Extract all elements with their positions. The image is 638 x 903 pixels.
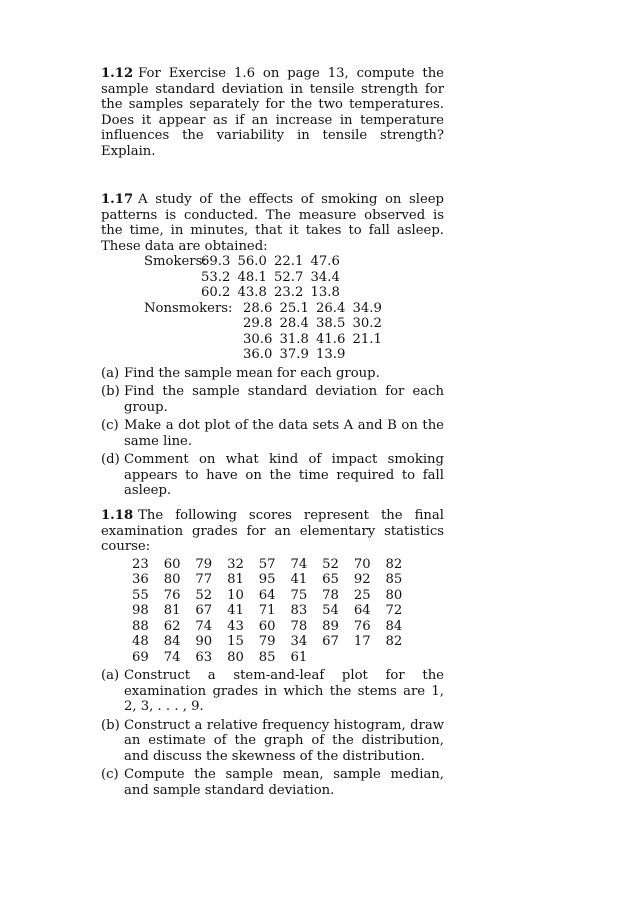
data-value: 41	[290, 572, 308, 587]
data-value: 82	[385, 634, 403, 649]
part-text: Construct a stem-and-leaf plot for the examination grades in which the stems are 1, 2, 3, . . . , 9.	[124, 668, 444, 714]
exercise-part	[101, 418, 444, 449]
data-value: 80	[163, 572, 181, 587]
data-value: 77	[195, 572, 213, 587]
data-value: 36.0	[243, 347, 273, 362]
part-text: Find the sample standard deviation for each group.	[124, 384, 444, 415]
data-value: 84	[163, 634, 181, 649]
data-value: 95	[258, 572, 276, 587]
exercise-1-12	[101, 66, 444, 159]
data-value: 83	[290, 603, 308, 618]
data-value: 80	[385, 587, 403, 603]
data-value: 36	[132, 572, 149, 587]
data-value: 60	[163, 556, 181, 572]
data-value: 29.8	[243, 316, 273, 331]
data-value: 74	[163, 649, 181, 665]
data-value: 48	[132, 634, 149, 649]
data-value: 53.2	[201, 269, 231, 285]
data-value: 22.1	[274, 254, 304, 269]
part-text: Make a dot plot of the data sets A and B on the same line.	[124, 418, 444, 449]
part-label: (a)	[101, 668, 120, 683]
nonsmokers-data	[243, 301, 389, 363]
data-value: 57	[258, 556, 276, 572]
data-value: 43.8	[237, 285, 267, 300]
exercise-part	[101, 384, 444, 415]
data-value: 81	[163, 603, 181, 618]
data-value: 75	[290, 587, 308, 603]
data-value: 84	[385, 618, 403, 634]
exercise-part	[101, 718, 444, 765]
exercise-1-18	[101, 508, 444, 801]
exercise-part	[101, 668, 444, 715]
exercise-number: 1.12	[101, 66, 134, 81]
data-value: 52.7	[274, 269, 304, 285]
exercise-number: 1.18	[101, 508, 134, 523]
data-value: 30.2	[352, 316, 382, 331]
data-value: 67	[195, 603, 213, 618]
data-value: 30.6	[243, 331, 273, 347]
data-value: 61	[290, 649, 308, 665]
data-value: 89	[322, 618, 339, 634]
part-text: Comment on what kind of impact smoking appears to have on the time required to fall asleep.	[124, 452, 444, 498]
data-value: 85	[258, 649, 276, 665]
data-value: 78	[322, 587, 339, 603]
data-value: 69	[132, 649, 149, 665]
part-text: Find the sample mean for each group.	[124, 365, 380, 381]
data-value: 54	[322, 603, 339, 618]
exercise-part	[101, 366, 444, 382]
part-label: (a)	[101, 365, 120, 381]
data-value: 60.2	[201, 285, 231, 300]
data-value: 60	[258, 618, 276, 634]
data-value: 65	[322, 572, 339, 587]
part-label: (b)	[101, 384, 120, 399]
data-value: 38.5	[316, 316, 346, 331]
data-value: 79	[258, 634, 276, 649]
data-value: 64	[353, 603, 371, 618]
data-value: 69.3	[201, 254, 231, 269]
data-value: 70	[353, 556, 371, 572]
smokers-data	[201, 254, 347, 301]
data-value: 79	[195, 556, 213, 572]
data-value: 48.1	[237, 269, 267, 285]
exercise-part	[101, 452, 444, 499]
data-value: 10	[227, 587, 244, 603]
data-value: 90	[195, 634, 213, 649]
nonsmokers-group	[101, 301, 444, 363]
data-value: 52	[195, 587, 213, 603]
data-value: 85	[385, 572, 403, 587]
data-value: 55	[132, 587, 149, 603]
data-value: 31.8	[279, 331, 309, 347]
data-value: 80	[227, 649, 244, 665]
data-value: 78	[290, 618, 308, 634]
data-value: 71	[258, 603, 276, 618]
part-text: Compute the sample mean, sample median, and sample standard deviation.	[124, 767, 444, 798]
data-value: 63	[195, 649, 213, 665]
exercise-body: A study of the effects of smoking on sleep patterns is conducted. The measure observed is the time, in minutes, that it takes to fall asleep. These data are obtained:	[101, 192, 444, 254]
data-value: 56.0	[237, 254, 267, 269]
data-value: 98	[132, 603, 149, 618]
data-value: 81	[227, 572, 244, 587]
data-value: 88	[132, 618, 149, 634]
nonsmokers-label: Nonsmokers:	[144, 300, 233, 316]
data-value: 17	[353, 634, 371, 649]
data-value: 37.9	[279, 347, 309, 362]
data-value: 23.2	[274, 285, 304, 300]
part-label: (d)	[101, 452, 120, 467]
exercise-1-17-parts	[101, 366, 444, 499]
data-value: 28.4	[279, 316, 309, 331]
data-value: 72	[385, 603, 403, 618]
data-value: 76	[163, 587, 181, 603]
part-label: (c)	[101, 418, 119, 433]
data-value: 15	[227, 634, 244, 649]
data-value: 25	[353, 587, 371, 603]
data-value: 41.6	[316, 331, 346, 347]
data-value: 23	[132, 556, 149, 572]
data-value: 34.9	[352, 300, 382, 316]
data-value: 26.4	[316, 300, 346, 316]
exercise-1-18-text	[101, 508, 444, 555]
smokers-label: Smokers:	[144, 254, 207, 269]
data-value: 41	[227, 603, 244, 618]
data-value: 13.9	[316, 347, 346, 362]
data-value: 67	[322, 634, 339, 649]
data-value: 52	[322, 556, 339, 572]
data-value: 74	[195, 618, 213, 634]
data-value: 92	[353, 572, 371, 587]
data-value: 43	[227, 618, 244, 634]
exercise-1-18-parts	[101, 668, 444, 798]
data-value: 28.6	[243, 300, 273, 316]
smokers-group	[101, 254, 444, 301]
data-value: 34.4	[310, 269, 340, 285]
data-value: 34	[290, 634, 308, 649]
data-value: 25.1	[279, 300, 309, 316]
exercise-body: For Exercise 1.6 on page 13, compute the sample standard deviation in tensile strength for the samples separately for the two temperatures. Does it appear as if an increase in temperature influences the variability in tensile strength? Explain.	[101, 66, 444, 159]
data-value: 64	[258, 587, 276, 603]
data-value: 13.8	[310, 285, 340, 300]
data-value: 62	[163, 618, 181, 634]
exercise-1-17-text	[101, 192, 444, 254]
data-value: 32	[227, 556, 244, 572]
exercise-1-12-text	[101, 66, 444, 159]
part-text: Construct a relative frequency histogram, draw an estimate of the graph of the distribution, and discuss the skewness of the distribution.	[124, 717, 444, 764]
exercise-body: The following scores represent the final examination grades for an elementary statistics course:	[101, 508, 444, 554]
data-value: 76	[353, 618, 371, 634]
part-label: (b)	[101, 717, 120, 733]
part-label: (c)	[101, 767, 119, 782]
data-value: 47.6	[310, 254, 340, 269]
exercise-part	[101, 767, 444, 798]
data-value: 82	[385, 556, 403, 572]
exercise-number: 1.17	[101, 192, 134, 207]
scores-data	[132, 557, 444, 666]
exercise-1-17	[101, 192, 444, 502]
data-value: 74	[290, 556, 308, 572]
data-value: 21.1	[352, 331, 382, 347]
